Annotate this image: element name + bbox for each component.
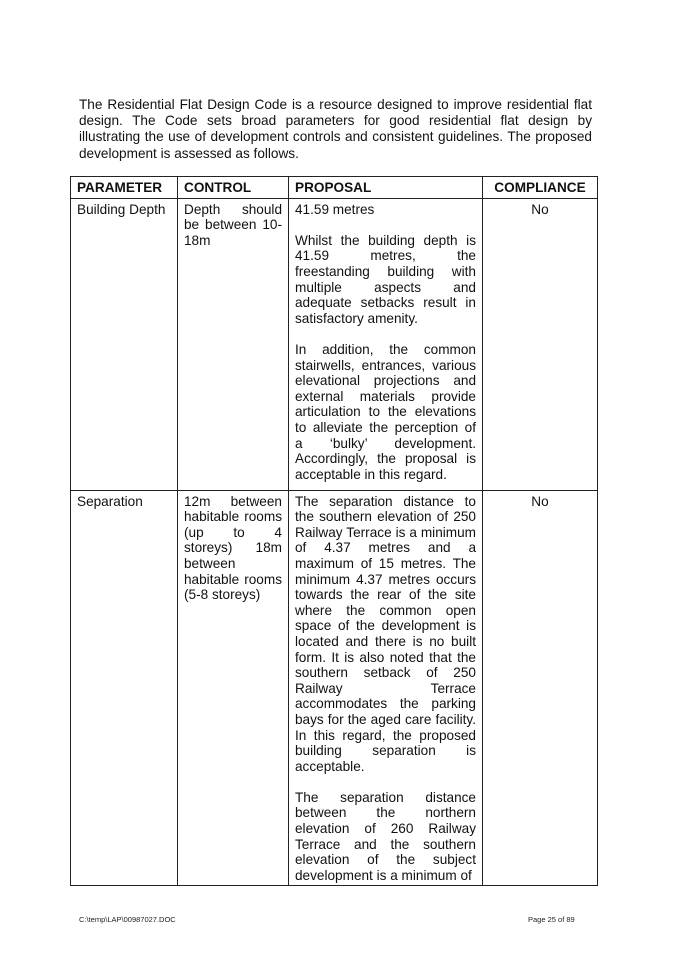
row-proposal [289,490,483,886]
proposal-paragraph: 41.59 metres [295,201,375,217]
assessment-table [70,176,598,886]
proposal-paragraph: The separation distance to the southern elevation of 250 Railway Terrace is a minimum of 4.37 metres and a maximum of 15 metres. The minimum 4.37 metres occurs towards the rear of the site where the common open space of the development is located and there is no built form. It is also noted that the southern setback of 250 Railway Terrace accommodates the parking bays for the aged care facility. In this regard, the proposed building separation is acceptable. [295,493,476,774]
row-control: 12m between habitable rooms (up to 4 storeys) 18m between habitable rooms (5-8 storeys) [178,490,289,886]
table-row [71,198,598,490]
row-proposal [289,198,483,490]
header-proposal: PROPOSAL [289,177,483,199]
footer-file-path: C:\temp\LAP\00987027.DOC [79,915,176,924]
proposal-paragraph: In addition, the common stairwells, entrances, various elevational projections and external materials provide articulation to the elevations to alleviate the perception of a ‘bulky’ development. Accordingly, the proposal is acceptable in this regard. [295,341,476,482]
table-header-row [71,177,598,199]
row-parameter: Separation [71,490,178,886]
header-parameter: PARAMETER [71,177,178,199]
row-compliance: No [483,198,598,490]
proposal-paragraph: The separation distance between the northern elevation of 260 Railway Terrace and the southern elevation of the subject development is a minimum of [295,789,476,883]
row-control: Depth should be between 10-18m [178,198,289,490]
intro-paragraph: The Residential Flat Design Code is a resource designed to improve residential flat design. The Code sets broad parameters for good residential flat design by illustrating the use of development controls and consistent guidelines. The proposed development is assessed as follows. [79,97,592,161]
table-row [71,490,598,886]
header-control: CONTROL [178,177,289,199]
row-compliance: No [483,490,598,886]
row-parameter: Building Depth [71,198,178,490]
proposal-paragraph: Whilst the building depth is 41.59 metres, the freestanding building with multiple aspects and adequate setbacks result in satisfactory amenity. [295,232,476,326]
footer-page-number: Page 25 of 89 [528,915,575,924]
header-compliance: COMPLIANCE [483,177,598,199]
